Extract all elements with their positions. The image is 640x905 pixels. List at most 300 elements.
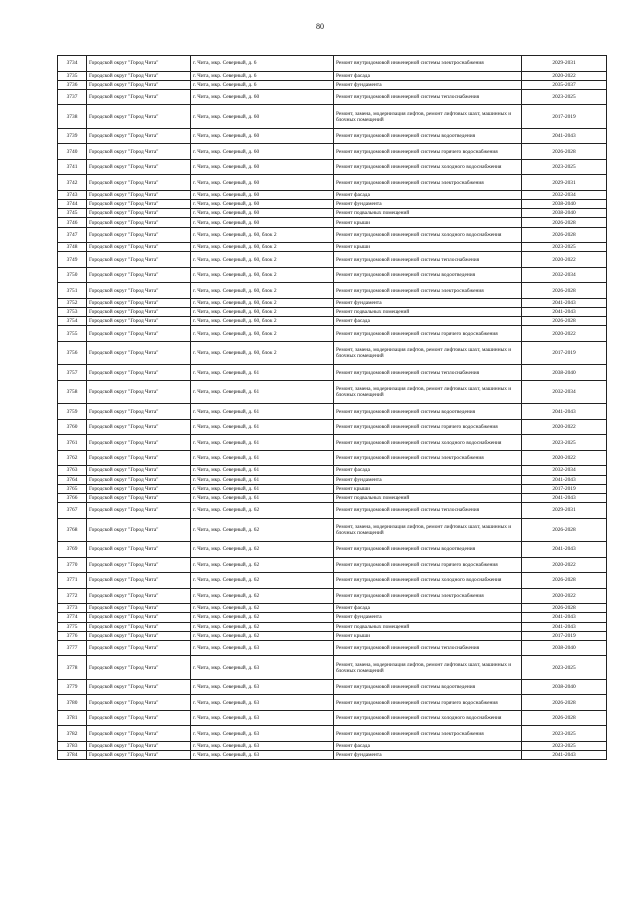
cell-municipality: Городской округ "Город Чита" xyxy=(87,751,191,760)
cell-address: г. Чита, мкр. Северный, д. 62 xyxy=(191,518,334,542)
cell-municipality: Городской округ "Город Чита" xyxy=(87,419,191,435)
cell-number: 3772 xyxy=(58,588,87,604)
table-row xyxy=(58,200,607,209)
cell-work-type: Ремонт внутридомовой инженерной системы холодного водоснабжения xyxy=(334,573,522,589)
cell-municipality: Городской округ "Город Чита" xyxy=(87,326,191,342)
cell-address: г. Чита, мкр. Северный, д. 60, блок 2 xyxy=(191,243,334,252)
table-row xyxy=(58,159,607,175)
table-row xyxy=(58,588,607,604)
table-row xyxy=(58,326,607,342)
cell-period: 2026-2028 xyxy=(522,518,607,542)
cell-work-type: Ремонт внутридомовой инженерной системы горячего водоснабжения xyxy=(334,326,522,342)
table-row xyxy=(58,298,607,307)
cell-municipality: Городской округ "Город Чита" xyxy=(87,200,191,209)
cell-work-type: Ремонт внутридомовой инженерной системы водоотведения xyxy=(334,267,522,283)
cell-address: г. Чита, мкр. Северный, д. 60, блок 2 xyxy=(191,267,334,283)
cell-period: 2023-2025 xyxy=(522,656,607,680)
cell-number: 3762 xyxy=(58,450,87,466)
cell-work-type: Ремонт крыши xyxy=(334,484,522,493)
cell-address: г. Чита, мкр. Северный, д. 60, блок 2 xyxy=(191,317,334,326)
cell-work-type: Ремонт подвальных помещений xyxy=(334,493,522,502)
cell-period: 2026-2028 xyxy=(522,710,607,726)
cell-address: г. Чита, мкр. Северный, д. 62 xyxy=(191,631,334,640)
cell-number: 3774 xyxy=(58,613,87,622)
cell-number: 3737 xyxy=(58,89,87,105)
cell-number: 3739 xyxy=(58,128,87,144)
cell-work-type: Ремонт внутридомовой инженерной системы теплоснабжения xyxy=(334,640,522,656)
cell-municipality: Городской округ "Город Чита" xyxy=(87,317,191,326)
table-row xyxy=(58,656,607,680)
cell-work-type: Ремонт внутридомовой инженерной системы горячего водоснабжения xyxy=(334,419,522,435)
cell-work-type: Ремонт фасада xyxy=(334,741,522,750)
cell-work-type: Ремонт, замена, модернизация лифтов, ремонт лифтовых шахт, машинных и блочных помещений xyxy=(334,105,522,129)
table-row xyxy=(58,450,607,466)
table-row xyxy=(58,317,607,326)
cell-address: г. Чита, мкр. Северный, д. 62 xyxy=(191,604,334,613)
cell-address: г. Чита, мкр. Северный, д. 61 xyxy=(191,419,334,435)
cell-work-type: Ремонт внутридомовой инженерной системы холодного водоснабжения xyxy=(334,159,522,175)
table-row xyxy=(58,466,607,475)
cell-number: 3780 xyxy=(58,695,87,711)
cell-period: 2020-2022 xyxy=(522,557,607,573)
cell-period: 2035-2037 xyxy=(522,80,607,89)
cell-municipality: Городской округ "Город Чита" xyxy=(87,710,191,726)
cell-municipality: Городской округ "Город Чита" xyxy=(87,573,191,589)
cell-period: 2023-2025 xyxy=(522,89,607,105)
cell-municipality: Городской округ "Город Чита" xyxy=(87,613,191,622)
cell-number: 3746 xyxy=(58,218,87,227)
table-row xyxy=(58,726,607,742)
cell-address: г. Чита, мкр. Северный, д. 60 xyxy=(191,89,334,105)
cell-period: 2041-2043 xyxy=(522,613,607,622)
cell-work-type: Ремонт внутридомовой инженерной системы водоотведения xyxy=(334,679,522,695)
cell-number: 3776 xyxy=(58,631,87,640)
cell-address: г. Чита, мкр. Северный, д. 62 xyxy=(191,588,334,604)
cell-number: 3770 xyxy=(58,557,87,573)
cell-municipality: Городской округ "Город Чита" xyxy=(87,380,191,404)
table-row xyxy=(58,484,607,493)
cell-number: 3783 xyxy=(58,741,87,750)
cell-number: 3736 xyxy=(58,80,87,89)
cell-address: г. Чита, мкр. Северный, д. 63 xyxy=(191,656,334,680)
cell-work-type: Ремонт внутридомовой инженерной системы электроснабжения xyxy=(334,726,522,742)
cell-address: г. Чита, мкр. Северный, д. 63 xyxy=(191,741,334,750)
cell-number: 3745 xyxy=(58,209,87,218)
cell-address: г. Чита, мкр. Северный, д. 61 xyxy=(191,450,334,466)
table-row xyxy=(58,622,607,631)
cell-work-type: Ремонт фасада xyxy=(334,71,522,80)
cell-work-type: Ремонт, замена, модернизация лифтов, ремонт лифтовых шахт, машинных и блочных помещений xyxy=(334,518,522,542)
table-row xyxy=(58,710,607,726)
cell-address: г. Чита, мкр. Северный, д. 60 xyxy=(191,209,334,218)
table-row xyxy=(58,190,607,199)
cell-address: г. Чита, мкр. Северный, д. 61 xyxy=(191,380,334,404)
cell-period: 2023-2025 xyxy=(522,435,607,451)
cell-period: 2023-2025 xyxy=(522,726,607,742)
cell-number: 3755 xyxy=(58,326,87,342)
cell-number: 3781 xyxy=(58,710,87,726)
cell-period: 2032-2034 xyxy=(522,466,607,475)
cell-address: г. Чита, мкр. Северный, д. 6 xyxy=(191,80,334,89)
cell-period: 2020-2022 xyxy=(522,450,607,466)
cell-municipality: Городской округ "Город Чита" xyxy=(87,365,191,381)
cell-period: 2020-2022 xyxy=(522,326,607,342)
cell-address: г. Чита, мкр. Северный, д. 60 xyxy=(191,190,334,199)
cell-number: 3748 xyxy=(58,243,87,252)
cell-number: 3740 xyxy=(58,144,87,160)
table-row xyxy=(58,341,607,365)
cell-number: 3768 xyxy=(58,518,87,542)
cell-address: г. Чита, мкр. Северный, д. 60 xyxy=(191,144,334,160)
cell-number: 3764 xyxy=(58,475,87,484)
cell-work-type: Ремонт внутридомовой инженерной системы теплоснабжения xyxy=(334,252,522,268)
cell-work-type: Ремонт, замена, модернизация лифтов, ремонт лифтовых шахт, машинных и блочных помещений xyxy=(334,380,522,404)
table-row xyxy=(58,308,607,317)
cell-municipality: Городской округ "Город Чита" xyxy=(87,518,191,542)
cell-period: 2041-2043 xyxy=(522,308,607,317)
cell-municipality: Городской округ "Город Чита" xyxy=(87,209,191,218)
cell-period: 2041-2043 xyxy=(522,493,607,502)
cell-period: 2032-2034 xyxy=(522,380,607,404)
cell-number: 3757 xyxy=(58,365,87,381)
cell-address: г. Чита, мкр. Северный, д. 6 xyxy=(191,56,334,72)
registry-table xyxy=(57,55,607,760)
cell-work-type: Ремонт внутридомовой инженерной системы холодного водоснабжения xyxy=(334,227,522,243)
table-row xyxy=(58,105,607,129)
cell-number: 3758 xyxy=(58,380,87,404)
cell-work-type: Ремонт фундамента xyxy=(334,200,522,209)
table-row xyxy=(58,419,607,435)
cell-work-type: Ремонт фундамента xyxy=(334,751,522,760)
cell-period: 2023-2025 xyxy=(522,741,607,750)
cell-period: 2038-2040 xyxy=(522,640,607,656)
cell-work-type: Ремонт внутридомовой инженерной системы электроснабжения xyxy=(334,56,522,72)
cell-work-type: Ремонт, замена, модернизация лифтов, ремонт лифтовых шахт, машинных и блочных помещений xyxy=(334,656,522,680)
table-row xyxy=(58,435,607,451)
cell-work-type: Ремонт фундамента xyxy=(334,298,522,307)
cell-municipality: Городской округ "Город Чита" xyxy=(87,128,191,144)
table-row xyxy=(58,56,607,72)
table-row xyxy=(58,227,607,243)
table-row xyxy=(58,175,607,191)
cell-work-type: Ремонт крыши xyxy=(334,218,522,227)
cell-address: г. Чита, мкр. Северный, д. 63 xyxy=(191,695,334,711)
cell-period: 2017-2019 xyxy=(522,105,607,129)
cell-municipality: Городской округ "Город Чита" xyxy=(87,144,191,160)
cell-number: 3750 xyxy=(58,267,87,283)
cell-address: г. Чита, мкр. Северный, д. 62 xyxy=(191,542,334,558)
cell-number: 3760 xyxy=(58,419,87,435)
cell-number: 3734 xyxy=(58,56,87,72)
table-row xyxy=(58,695,607,711)
cell-number: 3741 xyxy=(58,159,87,175)
cell-work-type: Ремонт внутридомовой инженерной системы теплоснабжения xyxy=(334,365,522,381)
cell-municipality: Городской округ "Город Чита" xyxy=(87,542,191,558)
table-row xyxy=(58,679,607,695)
cell-period: 2041-2043 xyxy=(522,542,607,558)
cell-municipality: Городской округ "Город Чита" xyxy=(87,695,191,711)
cell-municipality: Городской округ "Город Чита" xyxy=(87,298,191,307)
cell-municipality: Городской округ "Город Чита" xyxy=(87,450,191,466)
cell-address: г. Чита, мкр. Северный, д. 60, блок 2 xyxy=(191,341,334,365)
cell-address: г. Чита, мкр. Северный, д. 60 xyxy=(191,200,334,209)
cell-period: 2038-2040 xyxy=(522,200,607,209)
cell-work-type: Ремонт внутридомовой инженерной системы электроснабжения xyxy=(334,175,522,191)
cell-number: 3743 xyxy=(58,190,87,199)
cell-period: 2032-2034 xyxy=(522,267,607,283)
cell-municipality: Городской округ "Город Чита" xyxy=(87,726,191,742)
cell-period: 2017-2019 xyxy=(522,484,607,493)
cell-municipality: Городской округ "Город Чита" xyxy=(87,308,191,317)
table-row xyxy=(58,475,607,484)
cell-address: г. Чита, мкр. Северный, д. 61 xyxy=(191,466,334,475)
cell-number: 3767 xyxy=(58,503,87,519)
table-row xyxy=(58,631,607,640)
cell-period: 2020-2022 xyxy=(522,588,607,604)
cell-work-type: Ремонт фундамента xyxy=(334,80,522,89)
cell-work-type: Ремонт подвальных помещений xyxy=(334,209,522,218)
cell-number: 3784 xyxy=(58,751,87,760)
cell-period: 2029-2031 xyxy=(522,503,607,519)
table-row xyxy=(58,573,607,589)
cell-work-type: Ремонт фасада xyxy=(334,317,522,326)
table-row xyxy=(58,218,607,227)
table-row xyxy=(58,365,607,381)
table-row xyxy=(58,252,607,268)
cell-address: г. Чита, мкр. Северный, д. 6 xyxy=(191,71,334,80)
table-row xyxy=(58,283,607,299)
cell-period: 2023-2025 xyxy=(522,243,607,252)
cell-work-type: Ремонт внутридомовой инженерной системы горячего водоснабжения xyxy=(334,144,522,160)
cell-number: 3782 xyxy=(58,726,87,742)
cell-work-type: Ремонт подвальных помещений xyxy=(334,622,522,631)
cell-municipality: Городской округ "Город Чита" xyxy=(87,283,191,299)
cell-number: 3778 xyxy=(58,656,87,680)
cell-address: г. Чита, мкр. Северный, д. 62 xyxy=(191,622,334,631)
cell-number: 3735 xyxy=(58,71,87,80)
cell-work-type: Ремонт внутридомовой инженерной системы водоотведения xyxy=(334,128,522,144)
table-row xyxy=(58,128,607,144)
cell-period: 2017-2019 xyxy=(522,631,607,640)
cell-period: 2029-2031 xyxy=(522,175,607,191)
cell-municipality: Городской округ "Город Чита" xyxy=(87,341,191,365)
cell-municipality: Городской округ "Город Чита" xyxy=(87,622,191,631)
cell-number: 3754 xyxy=(58,317,87,326)
cell-municipality: Городской округ "Город Чита" xyxy=(87,631,191,640)
cell-number: 3763 xyxy=(58,466,87,475)
cell-municipality: Городской округ "Город Чита" xyxy=(87,175,191,191)
cell-address: г. Чита, мкр. Северный, д. 60 xyxy=(191,128,334,144)
cell-number: 3752 xyxy=(58,298,87,307)
cell-period: 2026-2028 xyxy=(522,695,607,711)
cell-period: 2026-2028 xyxy=(522,604,607,613)
cell-period: 2029-2031 xyxy=(522,56,607,72)
cell-address: г. Чита, мкр. Северный, д. 63 xyxy=(191,640,334,656)
cell-municipality: Городской округ "Город Чита" xyxy=(87,243,191,252)
cell-period: 2020-2022 xyxy=(522,252,607,268)
cell-period: 2026-2028 xyxy=(522,144,607,160)
cell-work-type: Ремонт внутридомовой инженерной системы горячего водоснабжения xyxy=(334,557,522,573)
cell-work-type: Ремонт внутридомовой инженерной системы холодного водоснабжения xyxy=(334,710,522,726)
registry-table-body xyxy=(58,56,607,760)
table-row xyxy=(58,518,607,542)
cell-period: 2026-2028 xyxy=(522,227,607,243)
cell-period: 2038-2040 xyxy=(522,679,607,695)
cell-municipality: Городской округ "Город Чита" xyxy=(87,252,191,268)
cell-municipality: Городской округ "Город Чита" xyxy=(87,557,191,573)
cell-address: г. Чита, мкр. Северный, д. 61 xyxy=(191,493,334,502)
cell-work-type: Ремонт фасада xyxy=(334,466,522,475)
cell-number: 3744 xyxy=(58,200,87,209)
table-row xyxy=(58,604,607,613)
table-row xyxy=(58,380,607,404)
cell-address: г. Чита, мкр. Северный, д. 61 xyxy=(191,475,334,484)
cell-address: г. Чита, мкр. Северный, д. 60, блок 2 xyxy=(191,252,334,268)
cell-number: 3751 xyxy=(58,283,87,299)
table-row xyxy=(58,557,607,573)
cell-address: г. Чита, мкр. Северный, д. 60 xyxy=(191,105,334,129)
cell-address: г. Чита, мкр. Северный, д. 60 xyxy=(191,159,334,175)
cell-municipality: Городской округ "Город Чита" xyxy=(87,640,191,656)
cell-period: 2032-2034 xyxy=(522,190,607,199)
cell-number: 3766 xyxy=(58,493,87,502)
cell-work-type: Ремонт внутридомовой инженерной системы горячего водоснабжения xyxy=(334,695,522,711)
cell-work-type: Ремонт подвальных помещений xyxy=(334,308,522,317)
cell-address: г. Чита, мкр. Северный, д. 61 xyxy=(191,404,334,420)
cell-address: г. Чита, мкр. Северный, д. 60 xyxy=(191,175,334,191)
cell-work-type: Ремонт фасада xyxy=(334,604,522,613)
cell-number: 3771 xyxy=(58,573,87,589)
table-row xyxy=(58,404,607,420)
cell-address: г. Чита, мкр. Северный, д. 60, блок 2 xyxy=(191,283,334,299)
cell-municipality: Городской округ "Город Чита" xyxy=(87,80,191,89)
cell-work-type: Ремонт крыши xyxy=(334,631,522,640)
cell-number: 3749 xyxy=(58,252,87,268)
cell-period: 2017-2019 xyxy=(522,341,607,365)
cell-period: 2038-2040 xyxy=(522,209,607,218)
cell-address: г. Чита, мкр. Северный, д. 61 xyxy=(191,435,334,451)
cell-address: г. Чита, мкр. Северный, д. 61 xyxy=(191,484,334,493)
cell-period: 2041-2043 xyxy=(522,622,607,631)
table-row xyxy=(58,741,607,750)
cell-work-type: Ремонт внутридомовой инженерной системы электроснабжения xyxy=(334,283,522,299)
table-row xyxy=(58,71,607,80)
cell-work-type: Ремонт внутридомовой инженерной системы водоотведения xyxy=(334,404,522,420)
table-row xyxy=(58,503,607,519)
cell-number: 3753 xyxy=(58,308,87,317)
table-row xyxy=(58,80,607,89)
cell-work-type: Ремонт внутридомовой инженерной системы электроснабжения xyxy=(334,588,522,604)
cell-period: 2041-2043 xyxy=(522,404,607,420)
table-row xyxy=(58,640,607,656)
cell-period: 2041-2043 xyxy=(522,475,607,484)
cell-work-type: Ремонт крыши xyxy=(334,243,522,252)
cell-number: 3756 xyxy=(58,341,87,365)
cell-address: г. Чита, мкр. Северный, д. 61 xyxy=(191,365,334,381)
cell-municipality: Городской округ "Город Чита" xyxy=(87,503,191,519)
cell-period: 2041-2043 xyxy=(522,298,607,307)
cell-period: 2026-2028 xyxy=(522,283,607,299)
cell-address: г. Чита, мкр. Северный, д. 60, блок 2 xyxy=(191,326,334,342)
cell-work-type: Ремонт внутридомовой инженерной системы водоотведения xyxy=(334,542,522,558)
cell-municipality: Городской округ "Город Чита" xyxy=(87,588,191,604)
cell-address: г. Чита, мкр. Северный, д. 63 xyxy=(191,751,334,760)
table-row xyxy=(58,267,607,283)
cell-period: 2026-2028 xyxy=(522,317,607,326)
cell-number: 3773 xyxy=(58,604,87,613)
cell-municipality: Городской округ "Город Чита" xyxy=(87,159,191,175)
cell-number: 3779 xyxy=(58,679,87,695)
cell-number: 3738 xyxy=(58,105,87,129)
cell-period: 2023-2025 xyxy=(522,159,607,175)
cell-municipality: Городской округ "Город Чита" xyxy=(87,105,191,129)
cell-work-type: Ремонт внутридомовой инженерной системы теплоснабжения xyxy=(334,89,522,105)
cell-number: 3747 xyxy=(58,227,87,243)
cell-period: 2020-2022 xyxy=(522,71,607,80)
cell-work-type: Ремонт внутридомовой инженерной системы холодного водоснабжения xyxy=(334,435,522,451)
cell-work-type: Ремонт внутридомовой инженерной системы электроснабжения xyxy=(334,450,522,466)
cell-number: 3775 xyxy=(58,622,87,631)
cell-municipality: Городской округ "Город Чита" xyxy=(87,741,191,750)
table-row xyxy=(58,751,607,760)
cell-address: г. Чита, мкр. Северный, д. 60, блок 2 xyxy=(191,308,334,317)
cell-municipality: Городской округ "Город Чита" xyxy=(87,679,191,695)
cell-period: 2026-2028 xyxy=(522,218,607,227)
cell-municipality: Городской округ "Город Чита" xyxy=(87,435,191,451)
page-number: 80 xyxy=(316,22,324,31)
cell-address: г. Чита, мкр. Северный, д. 63 xyxy=(191,710,334,726)
cell-municipality: Городской округ "Город Чита" xyxy=(87,218,191,227)
table-row xyxy=(58,144,607,160)
cell-address: г. Чита, мкр. Северный, д. 62 xyxy=(191,503,334,519)
table-row xyxy=(58,613,607,622)
cell-municipality: Городской округ "Город Чита" xyxy=(87,56,191,72)
cell-municipality: Городской округ "Город Чита" xyxy=(87,404,191,420)
cell-number: 3777 xyxy=(58,640,87,656)
cell-number: 3769 xyxy=(58,542,87,558)
cell-municipality: Городской округ "Город Чита" xyxy=(87,89,191,105)
cell-work-type: Ремонт фундамента xyxy=(334,475,522,484)
table-row xyxy=(58,243,607,252)
cell-number: 3761 xyxy=(58,435,87,451)
cell-address: г. Чита, мкр. Северный, д. 60, блок 2 xyxy=(191,227,334,243)
cell-work-type: Ремонт фундамента xyxy=(334,613,522,622)
cell-address: г. Чита, мкр. Северный, д. 62 xyxy=(191,557,334,573)
cell-number: 3742 xyxy=(58,175,87,191)
cell-address: г. Чита, мкр. Северный, д. 60, блок 2 xyxy=(191,298,334,307)
cell-work-type: Ремонт, замена, модернизация лифтов, ремонт лифтовых шахт, машинных и блочных помещений xyxy=(334,341,522,365)
table-row xyxy=(58,493,607,502)
table-row xyxy=(58,542,607,558)
cell-number: 3759 xyxy=(58,404,87,420)
cell-municipality: Городской округ "Город Чита" xyxy=(87,267,191,283)
cell-period: 2041-2043 xyxy=(522,751,607,760)
cell-work-type: Ремонт фасада xyxy=(334,190,522,199)
cell-work-type: Ремонт внутридомовой инженерной системы теплоснабжения xyxy=(334,503,522,519)
cell-municipality: Городской округ "Город Чита" xyxy=(87,71,191,80)
cell-municipality: Городской округ "Город Чита" xyxy=(87,484,191,493)
cell-address: г. Чита, мкр. Северный, д. 63 xyxy=(191,726,334,742)
cell-number: 3765 xyxy=(58,484,87,493)
cell-period: 2026-2028 xyxy=(522,573,607,589)
cell-municipality: Городской округ "Город Чита" xyxy=(87,227,191,243)
cell-municipality: Городской округ "Город Чита" xyxy=(87,475,191,484)
cell-period: 2020-2022 xyxy=(522,419,607,435)
cell-municipality: Городской округ "Город Чита" xyxy=(87,604,191,613)
cell-municipality: Городской округ "Город Чита" xyxy=(87,493,191,502)
table-row xyxy=(58,89,607,105)
cell-address: г. Чита, мкр. Северный, д. 62 xyxy=(191,573,334,589)
